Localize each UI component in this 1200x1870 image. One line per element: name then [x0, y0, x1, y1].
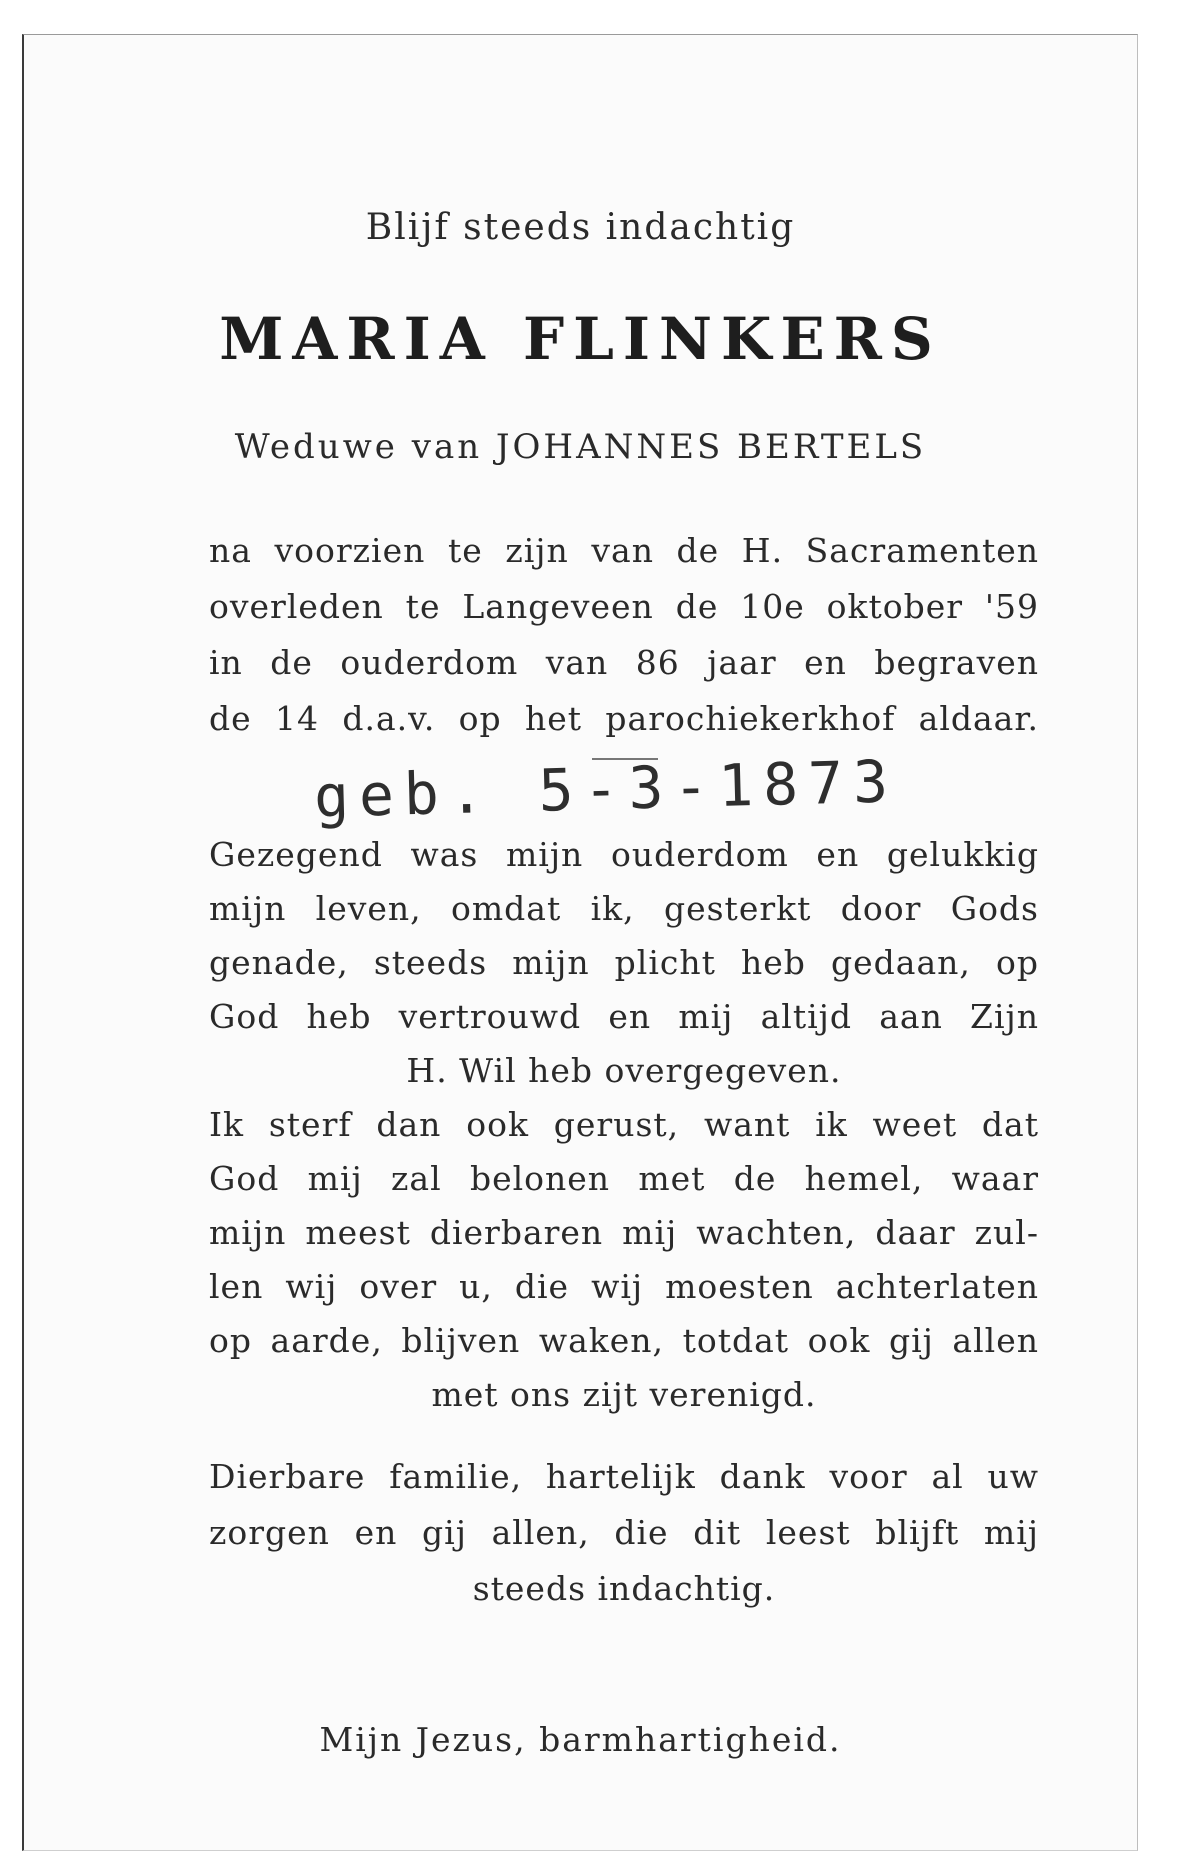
deceased-name: MARIA FLINKERS [219, 305, 942, 373]
verse-line: God mij zal belonen met de hemel, waar [209, 1159, 1039, 1198]
handwritten-note: geb. 5-3-1873 [313, 747, 899, 831]
death-notice-line: de 14 d.a.v. op het parochiekerkhof aldaar. [209, 699, 1039, 738]
memorial-card [22, 34, 1138, 1851]
verse-line: met ons zijt verenigd. [431, 1375, 817, 1414]
closing-prayer: Mijn Jezus, barmhartigheid. [319, 1720, 842, 1759]
verse-line: Gezegend was mijn ouderdom en gelukkig [209, 835, 1039, 874]
death-notice-line: in de ouderdom van 86 jaar en begraven [209, 643, 1039, 682]
verse-line: mijn meest dierbaren mij wachten, daar zul- [209, 1213, 1039, 1252]
verse-line: len wij over u, die wij moesten achterlaten [209, 1267, 1039, 1306]
thanks-line: Dierbare familie, hartelijk dank voor al uw [209, 1457, 1039, 1496]
thanks-line: zorgen en gij allen, die dit leest blijft mij [209, 1513, 1039, 1552]
widow-line: Weduwe van JOHANNES BERTELS [234, 427, 927, 467]
intro-line: Blijf steeds indachtig [365, 207, 796, 248]
verse-line: Ik sterf dan ook gerust, want ik weet dat [209, 1105, 1039, 1144]
death-notice-line: na voorzien te zijn van de H. Sacramenten [209, 531, 1039, 570]
verse-line: H. Wil heb overgegeven. [406, 1051, 842, 1090]
verse-line: God heb vertrouwd en mij altijd aan Zijn [209, 997, 1039, 1036]
verse-line: mijn leven, omdat ik, gesterkt door Gods [209, 889, 1039, 928]
death-notice-line: overleden te Langeveen de 10e oktober '59 [209, 587, 1039, 626]
verse-line: op aarde, blijven waken, totdat ook gij allen [209, 1321, 1039, 1360]
thanks-line: steeds indachtig. [472, 1569, 776, 1608]
verse-line: genade, steeds mijn plicht heb gedaan, op [209, 943, 1039, 982]
